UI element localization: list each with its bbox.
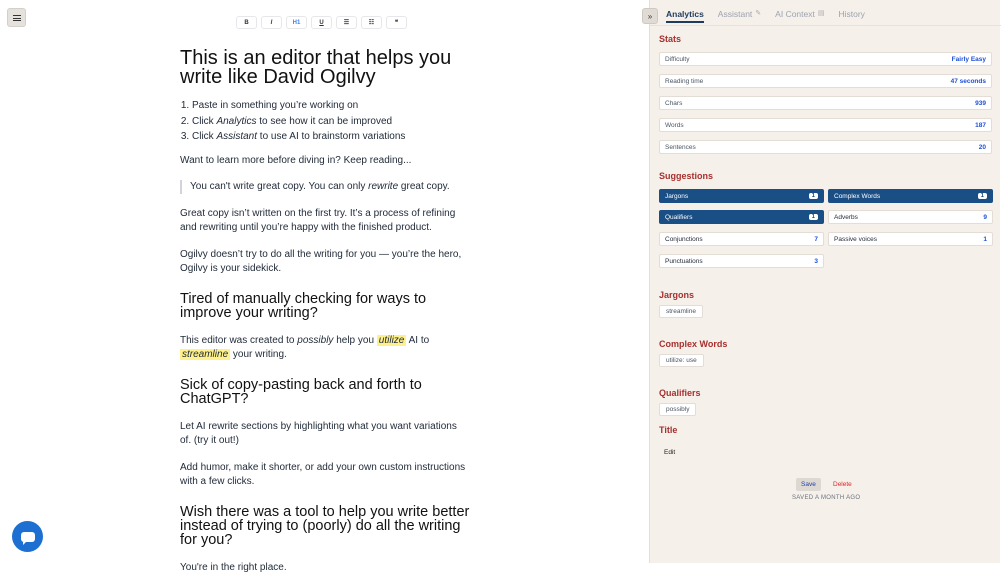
- suggestion-qualifiers[interactable]: [659, 210, 824, 224]
- tab-label: Analytics: [666, 9, 704, 19]
- stat-label: Chars: [665, 99, 683, 107]
- stat-words: [659, 118, 992, 132]
- quote-emphasis: rewrite: [368, 180, 399, 192]
- stat-value: Fairly Easy: [951, 55, 986, 63]
- jargon-chip[interactable]: streamline: [659, 305, 703, 318]
- tab-assistant[interactable]: [718, 7, 761, 25]
- chat-icon: [21, 532, 35, 542]
- tab-divider: [650, 25, 1001, 26]
- suggestion-label: Jargons: [665, 192, 689, 200]
- list-item[interactable]: [192, 115, 470, 131]
- highlight-utilize[interactable]: utilize: [378, 334, 405, 346]
- save-button[interactable]: Save: [796, 478, 821, 491]
- stat-chars: [659, 96, 992, 110]
- blockquote[interactable]: [180, 180, 470, 194]
- stat-label: Reading time: [665, 77, 704, 85]
- text: This editor was created to: [180, 334, 298, 346]
- heading-tired[interactable]: Tired of manually checking for ways to improve your writing?: [180, 290, 427, 321]
- text: your writing.: [230, 348, 287, 360]
- paragraph-great-copy[interactable]: Great copy isn’t written on the first try. It’s a process of refining and rewriting until you’re happy with the finished product.: [180, 207, 456, 233]
- suggestion-conjunctions[interactable]: [659, 232, 824, 246]
- quote-text: You can't write great copy. You can only: [190, 180, 369, 192]
- chat-support-button[interactable]: [12, 521, 43, 552]
- stat-reading-time: [659, 74, 992, 88]
- suggestions-heading: Suggestions: [659, 171, 714, 181]
- stat-label: Sentences: [665, 143, 696, 151]
- tab-analytics[interactable]: [666, 7, 704, 23]
- suggestion-passive-voices[interactable]: [828, 232, 993, 246]
- suggestion-count: 1: [809, 214, 818, 220]
- ordered-list-button[interactable]: ☷: [361, 16, 382, 29]
- stat-value: 939: [975, 99, 986, 107]
- list-item[interactable]: [192, 99, 470, 115]
- qualifier-word: possibly: [297, 334, 334, 346]
- suggestion-label: Conjunctions: [665, 235, 703, 243]
- stat-label: Words: [665, 121, 684, 129]
- stat-label: Difficulty: [665, 55, 690, 63]
- collapse-panel-button[interactable]: »: [642, 8, 658, 24]
- qualifiers-heading: Qualifiers: [659, 388, 701, 398]
- suggestion-count: 1: [978, 193, 987, 199]
- quote-button[interactable]: ❝: [386, 16, 407, 29]
- tab-ai-context[interactable]: [775, 7, 824, 25]
- heading-wish[interactable]: Wish there was a tool to help you write better instead of trying to (poorly) do all the writing for you?: [180, 503, 470, 548]
- bold-button[interactable]: B: [236, 16, 257, 29]
- hamburger-icon: [13, 15, 21, 21]
- tab-label: AI Context: [775, 9, 815, 19]
- suggestion-count: 7: [814, 235, 818, 243]
- complex-words-heading: Complex Words: [659, 339, 728, 349]
- suggestion-label: Qualifiers: [665, 213, 693, 221]
- heading-button[interactable]: H1: [286, 16, 307, 29]
- text: AI to: [406, 334, 430, 346]
- analytics-panel: [649, 0, 1000, 563]
- paragraph-let-ai[interactable]: Let AI rewrite sections by highlighting what you want variations of. (try it out!): [180, 420, 457, 446]
- stat-difficulty: [659, 52, 992, 66]
- list-item[interactable]: [192, 130, 470, 146]
- saved-status: SAVED A MONTH AGO: [792, 495, 861, 501]
- step-text: Click: [192, 115, 217, 127]
- suggestion-label: Adverbs: [834, 213, 858, 221]
- underline-button[interactable]: U: [311, 16, 332, 29]
- jargons-heading: Jargons: [659, 290, 695, 300]
- stats-heading: Stats: [659, 34, 682, 44]
- edit-title-button[interactable]: Edit: [664, 448, 676, 456]
- suggestion-adverbs[interactable]: [828, 210, 993, 224]
- pencil-icon: ✎: [755, 10, 762, 17]
- document-content[interactable]: [180, 46, 470, 575]
- paragraph-humor[interactable]: Add humor, make it shorter, or add your own custom instructions with a few clicks.: [180, 461, 466, 487]
- suggestion-count: 3: [814, 257, 818, 265]
- suggestion-count: 9: [983, 213, 987, 221]
- step-text: to see how it can be improved: [256, 115, 393, 127]
- complex-word-chip[interactable]: utilize: use: [659, 354, 704, 367]
- suggestion-complex-words[interactable]: [828, 189, 993, 203]
- paragraph-right-place[interactable]: You're in the right place.: [180, 561, 287, 573]
- stat-value: 47 seconds: [950, 77, 986, 85]
- suggestion-label: Punctuations: [665, 257, 703, 265]
- suggestion-punctuations[interactable]: [659, 254, 824, 268]
- menu-button[interactable]: [7, 8, 26, 27]
- step-emphasis: Assistant: [216, 131, 258, 142]
- italic-button[interactable]: I: [261, 16, 282, 29]
- doc-title[interactable]: This is an editor that helps you write like David Ogilvy: [180, 47, 452, 88]
- paragraph-created[interactable]: [180, 334, 470, 362]
- suggestion-label: Complex Words: [834, 192, 881, 200]
- quote-text: great copy.: [398, 180, 450, 192]
- suggestion-count: 1: [809, 193, 818, 199]
- paragraph-learn[interactable]: Want to learn more before diving in? Keep reading...: [180, 154, 412, 166]
- suggestion-label: Passive voices: [834, 235, 877, 243]
- steps-list[interactable]: [180, 99, 470, 146]
- stat-sentences: [659, 140, 992, 154]
- tab-label: Assistant: [717, 9, 753, 19]
- step-text: Click: [192, 131, 217, 142]
- step-emphasis: Analytics: [216, 115, 257, 127]
- stat-value: 20: [978, 143, 986, 151]
- title-heading: Title: [659, 425, 678, 435]
- document-icon: ▤: [817, 10, 825, 17]
- paragraph-ogilvy[interactable]: Ogilvy doesn’t try to do all the writing for you — you’re the hero, Ogilvy is your sidekick.: [180, 248, 462, 274]
- stat-value: 187: [975, 121, 986, 129]
- qualifier-chip[interactable]: possibly: [659, 403, 696, 416]
- tab-label: History: [838, 9, 865, 19]
- bullet-list-button[interactable]: ☰: [336, 16, 357, 29]
- format-toolbar: [236, 16, 407, 29]
- highlight-streamline[interactable]: streamline: [182, 348, 229, 360]
- panel-tabs: [666, 7, 879, 25]
- step-text: Paste in something you’re working on: [192, 100, 359, 111]
- delete-button[interactable]: Delete: [833, 481, 852, 488]
- text: help you: [333, 334, 377, 346]
- heading-sick[interactable]: Sick of copy-pasting back and forth to ChatGPT?: [180, 376, 422, 407]
- suggestion-count: 1: [983, 235, 987, 243]
- suggestion-jargons[interactable]: [659, 189, 824, 203]
- tab-history[interactable]: [838, 7, 864, 25]
- step-text: to use AI to brainstorm variations: [257, 131, 406, 142]
